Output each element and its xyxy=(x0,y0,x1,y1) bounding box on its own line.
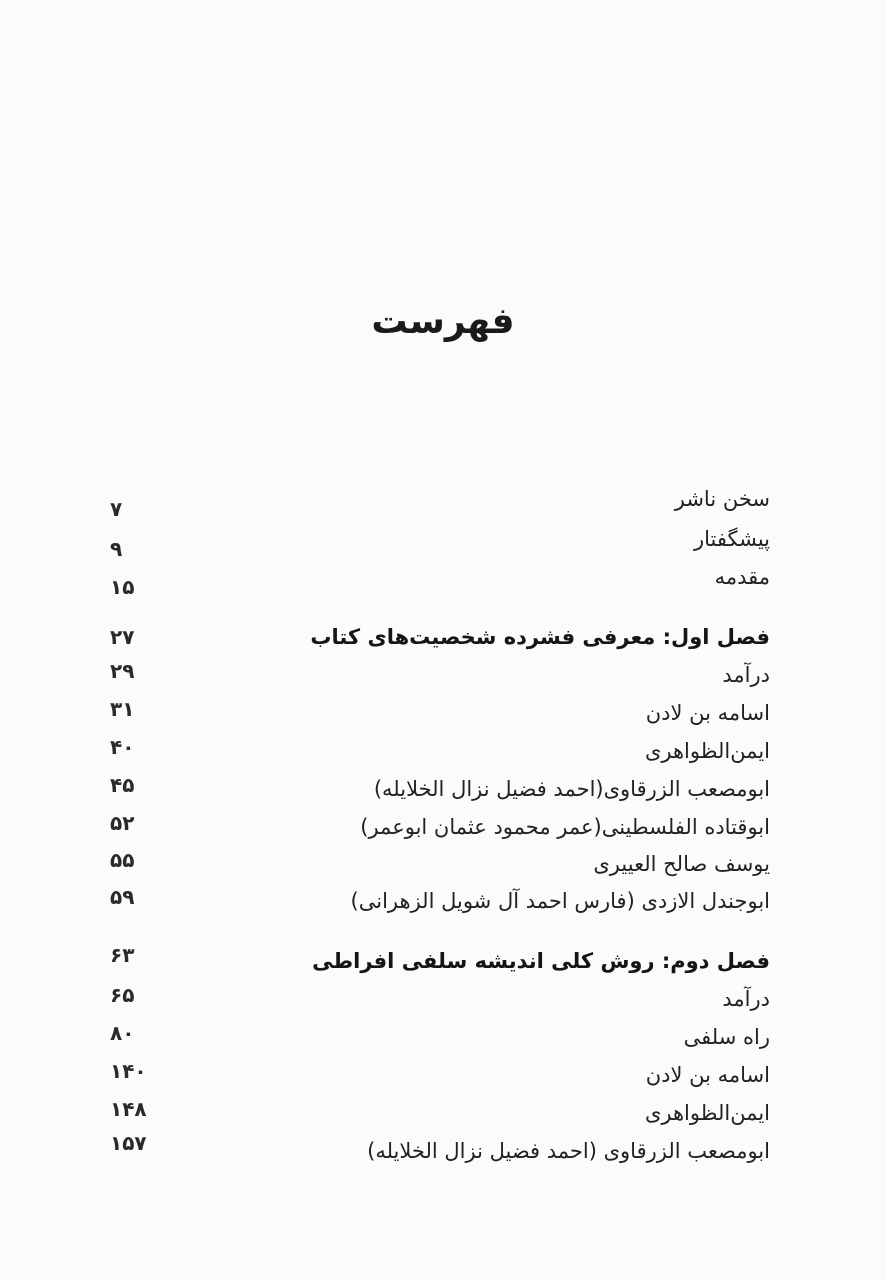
toc-chapter-label: فصل دوم: روش کلی اندیشه سلفی افراطی xyxy=(312,949,770,973)
toc-entry-label: ابوقتاده الفلسطینی(عمر محمود عثمان ابوعمر) xyxy=(360,815,770,839)
toc-page-number: ۱۴۸ xyxy=(110,1097,147,1121)
toc-entry xyxy=(110,1060,770,1094)
toc-page-number: ۶۵ xyxy=(110,983,135,1007)
toc-entry xyxy=(110,849,770,883)
toc-page-number: ۲۷ xyxy=(110,625,135,649)
toc-entry xyxy=(110,524,770,561)
page-title: فهرست xyxy=(371,301,515,342)
toc-page-number: ۷ xyxy=(110,497,123,521)
toc-entry-label: اسامه بن لادن xyxy=(645,1063,770,1087)
toc-page-number: ۱۵ xyxy=(110,575,135,599)
toc-entry-label: یوسف صالح العییری xyxy=(593,852,770,876)
toc-page-number: ۱۴۰ xyxy=(110,1059,147,1083)
toc-entry xyxy=(110,562,770,599)
toc-page-number: ۳۱ xyxy=(110,697,135,721)
toc-entry-label: ابوجندل الازدی (فارس احمد آل شویل الزهرانی) xyxy=(350,889,770,913)
toc-entry xyxy=(110,886,770,920)
toc-entry-label: درآمد xyxy=(722,987,770,1011)
toc-chapter-label: فصل اول: معرفی فشرده شخصیت‌های کتاب xyxy=(310,625,770,649)
toc-entry xyxy=(110,1022,770,1056)
toc-page-number: ۹ xyxy=(110,537,123,561)
toc-entry-label: ابومصعب الزرقاوی(احمد فضیل نزال الخلایله) xyxy=(373,777,770,801)
toc-entry-label: اسامه بن لادن xyxy=(645,701,770,725)
toc-page-number: ۴۰ xyxy=(110,735,135,759)
toc-entry xyxy=(110,1131,770,1170)
toc-entry-label: راه سلفی xyxy=(683,1025,770,1049)
toc-page-number: ۵۹ xyxy=(110,885,135,909)
toc-entry-label: ایمن‌الظواهری xyxy=(644,1101,770,1125)
toc-entry-label: درآمد xyxy=(722,663,770,687)
toc-entry xyxy=(110,484,770,521)
toc-page-number: ۲۹ xyxy=(110,659,135,683)
toc-page-number: ۱۵۷ xyxy=(110,1131,147,1155)
toc-entry xyxy=(110,660,770,694)
toc-entry xyxy=(110,774,770,808)
toc-page-number: ۸۰ xyxy=(110,1021,135,1045)
toc-entry xyxy=(110,698,770,732)
toc-entry xyxy=(110,1098,770,1132)
toc-chapter-heading xyxy=(110,943,770,980)
toc-page-number: ۶۳ xyxy=(110,943,135,967)
toc-entry-label: ایمن‌الظواهری xyxy=(644,739,770,763)
toc-page-number: ۵۲ xyxy=(110,811,135,835)
toc-page-number: ۵۵ xyxy=(110,848,135,872)
toc-entry xyxy=(110,984,770,1018)
toc-chapter-heading xyxy=(110,622,770,656)
toc-entry xyxy=(110,812,770,846)
toc-entry-label: پیشگفتار xyxy=(693,527,770,551)
toc-entry-label: سخن ناشر xyxy=(674,487,770,511)
toc-entry-label: ابومصعب الزرقاوی (احمد فضیل نزال الخلایله) xyxy=(367,1139,770,1163)
toc-page-number: ۴۵ xyxy=(110,773,135,797)
toc-entry-label: مقدمه xyxy=(714,565,770,589)
toc-entry xyxy=(110,736,770,770)
